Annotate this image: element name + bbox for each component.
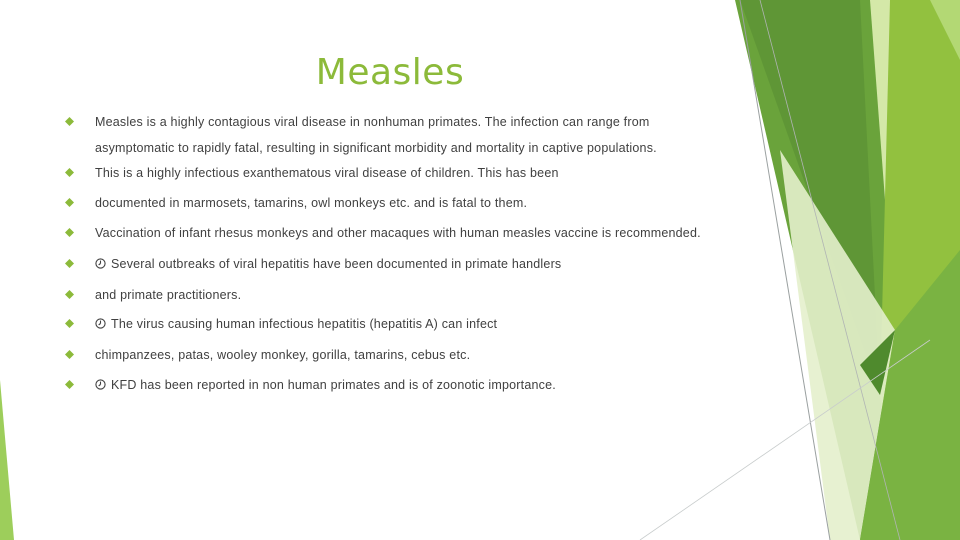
bullet-text: documented in marmosets, tamarins, owl monkeys etc. and is fatal to them. <box>95 196 528 210</box>
bullet-item <box>95 220 755 246</box>
clock-icon <box>95 252 106 263</box>
bullet-item <box>95 160 755 186</box>
bullet-item <box>95 311 755 337</box>
clock-icon <box>95 312 106 323</box>
bullet-item <box>95 251 755 277</box>
diamond-bullet-icon <box>65 168 74 177</box>
diamond-bullet-icon <box>65 259 74 268</box>
bullet-item <box>95 372 755 398</box>
bullet-text: The virus causing human infectious hepatitis (hepatitis A) can infect <box>111 317 498 331</box>
diamond-bullet-icon <box>65 380 74 389</box>
bullet-text-continuation: asymptomatic to rapidly fatal, resulting in significant morbidity and mortality in captive populations. <box>95 141 657 155</box>
diamond-bullet-icon <box>65 350 74 359</box>
diamond-bullet-icon <box>65 228 74 237</box>
diamond-bullet-icon <box>65 198 74 207</box>
bullet-text: KFD has been reported in non human primates and is of zoonotic importance. <box>111 378 556 392</box>
slide-title: Measles <box>315 52 465 93</box>
bullet-text: Several outbreaks of viral hepatitis have been documented in primate handlers <box>111 257 562 271</box>
diamond-bullet-icon <box>65 290 74 299</box>
bullet-item <box>95 342 755 368</box>
bullet-item <box>95 282 755 308</box>
bullet-text: Vaccination of infant rhesus monkeys and other macaques with human measles vaccine is recommended. <box>95 226 701 240</box>
bullet-item <box>95 109 755 161</box>
clock-icon <box>95 373 106 384</box>
bullet-text: Measles is a highly contagious viral disease in nonhuman primates. The infection can range from <box>95 115 650 129</box>
diamond-bullet-icon <box>65 319 74 328</box>
bullet-text: chimpanzees, patas, wooley monkey, gorilla, tamarins, cebus etc. <box>95 348 471 362</box>
bullet-text: This is a highly infectious exanthematous viral disease of children. This has been <box>95 166 559 180</box>
bullet-text: and primate practitioners. <box>95 288 242 302</box>
left-accent-sliver <box>0 380 14 540</box>
bullet-item <box>95 190 755 216</box>
diamond-bullet-icon <box>65 117 74 126</box>
